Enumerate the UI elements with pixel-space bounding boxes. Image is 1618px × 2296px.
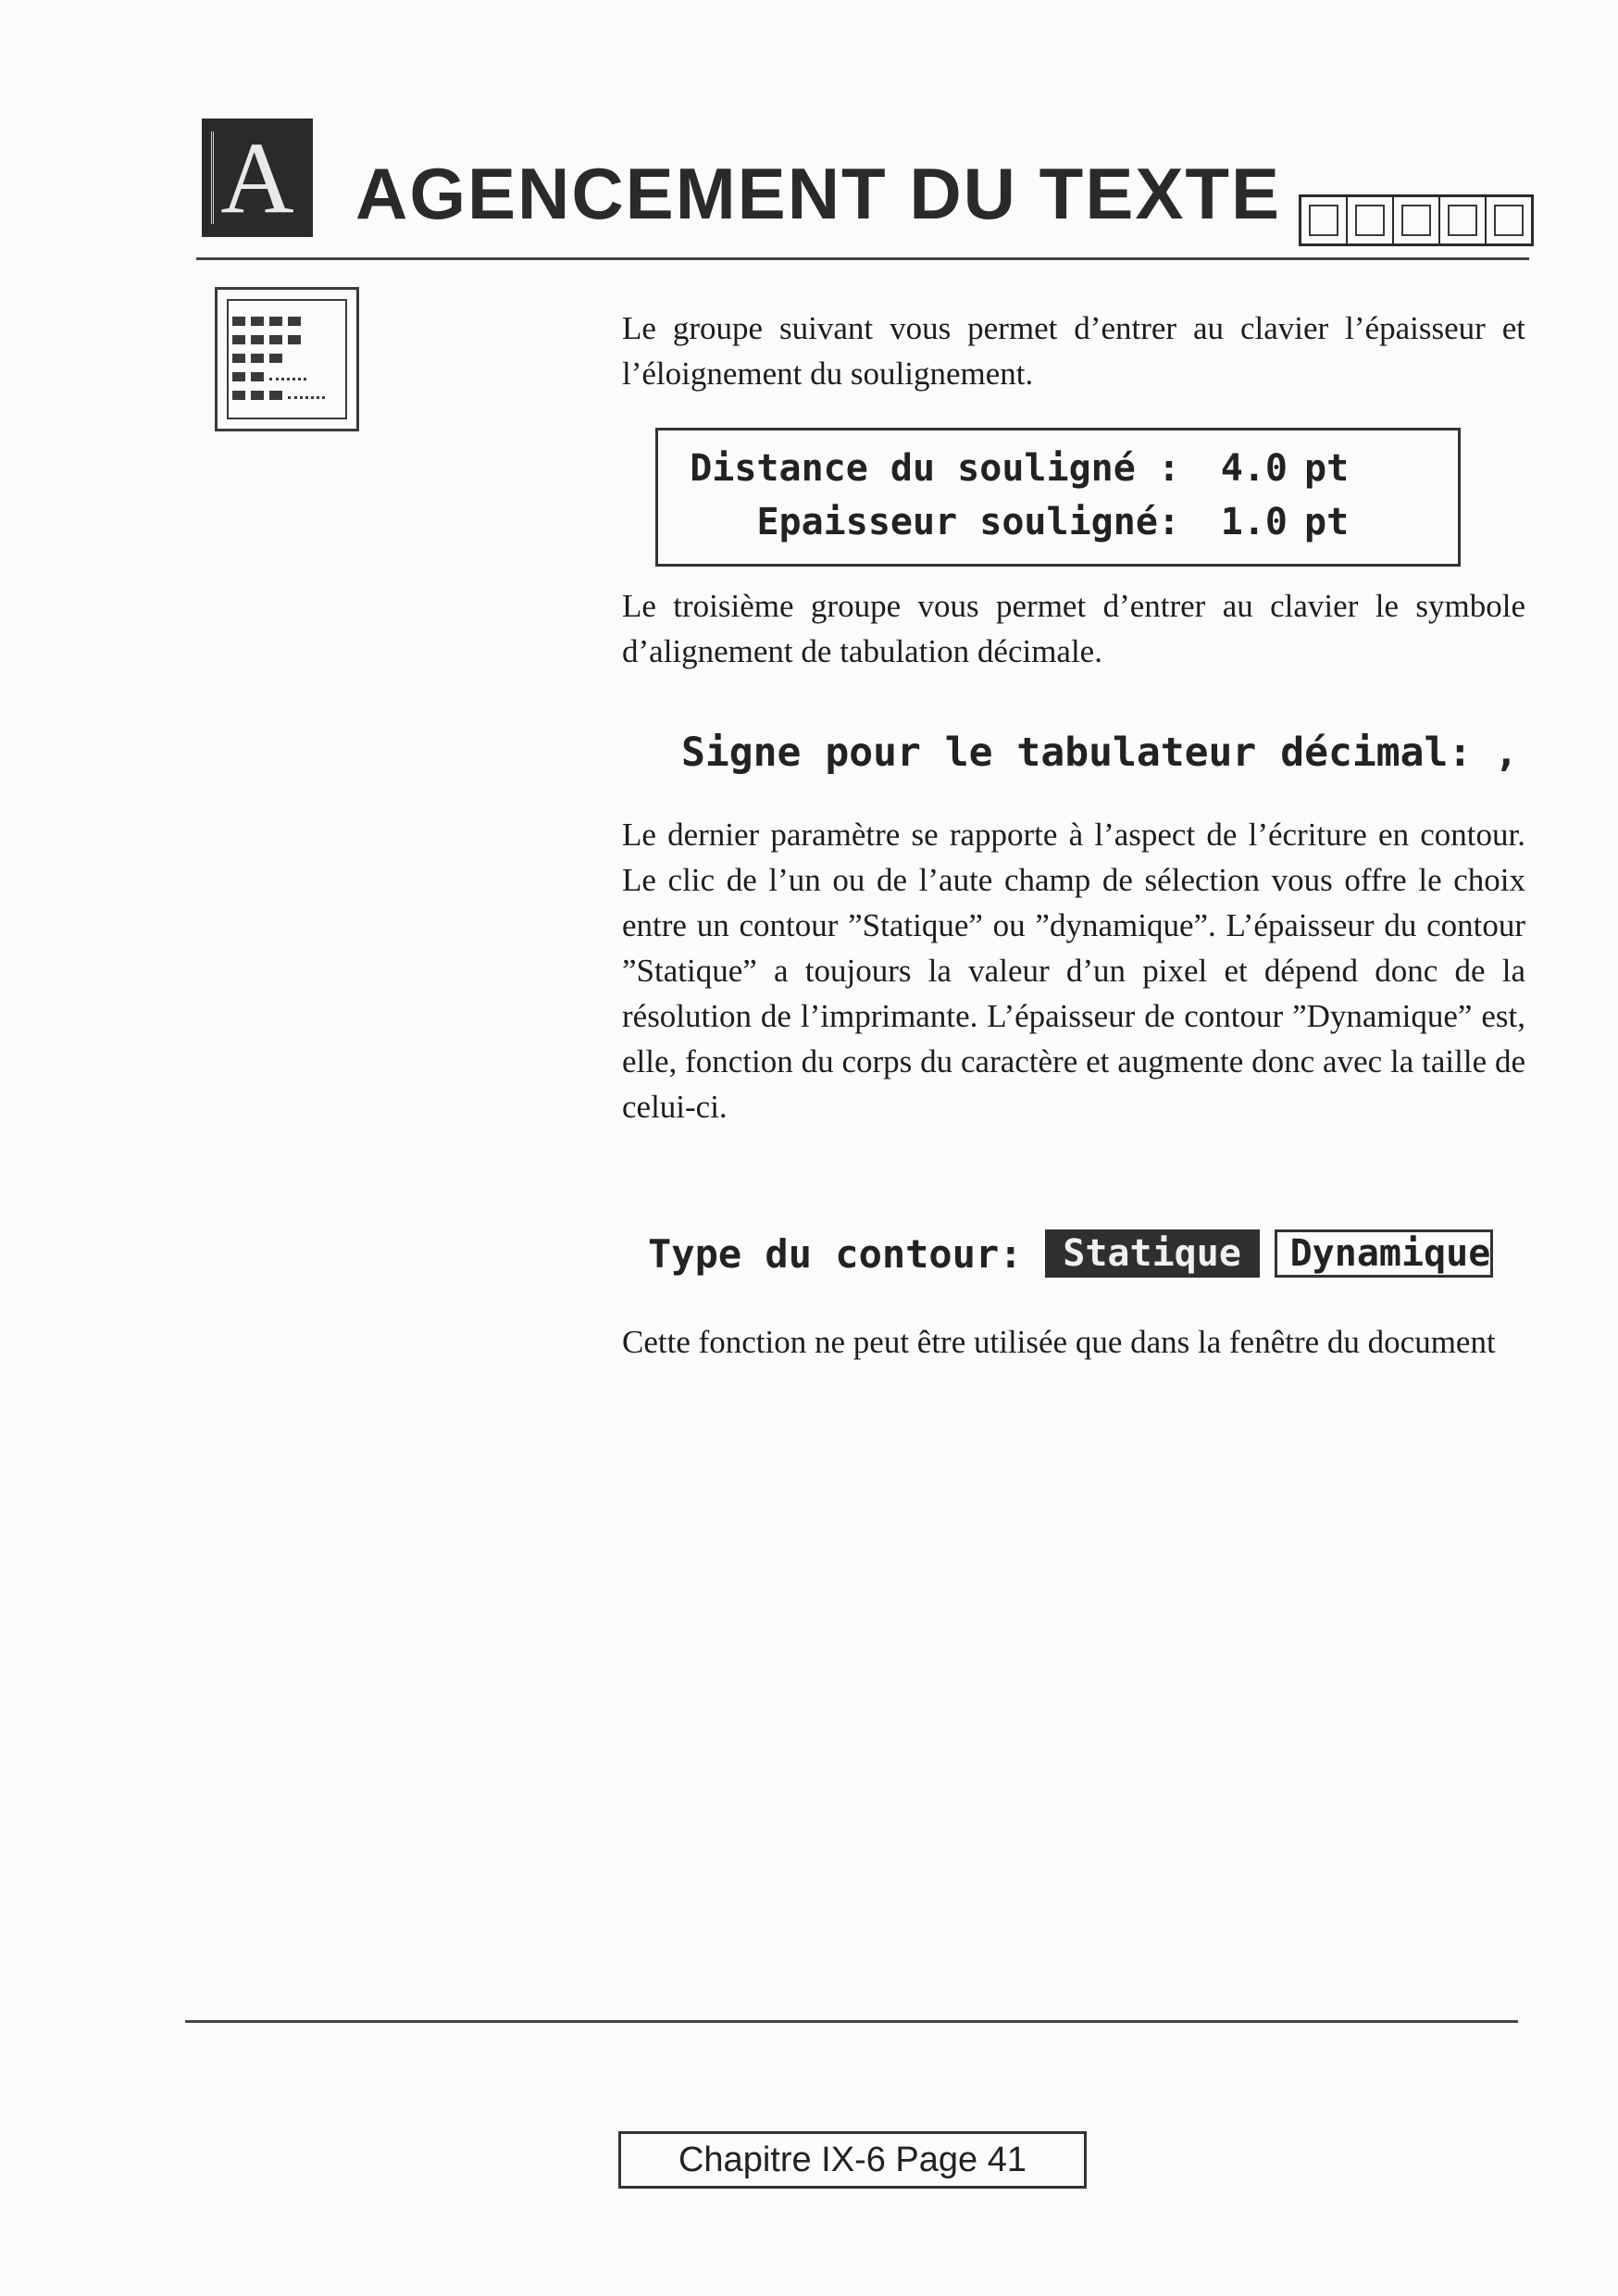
- footer-divider: [185, 2020, 1518, 2023]
- column-icon: [1394, 197, 1440, 243]
- page-title: AGENCEMENT DU TEXTE: [355, 153, 1282, 234]
- underline-settings-box: [655, 428, 1461, 567]
- graphic-icon: [1487, 197, 1531, 243]
- chapter-letter: A: [220, 121, 294, 234]
- contour-type-row: [648, 1228, 1493, 1279]
- tool-icon-row: [232, 388, 325, 397]
- underline-distance-row: [680, 447, 1349, 490]
- underline-thickness-unit: pt: [1304, 501, 1350, 543]
- paragraph-document-window-note: Cette fonction ne peut être utilisée que dans la fenêtre du document: [622, 1324, 1496, 1360]
- chapter-letter-badge: [202, 119, 313, 237]
- tool-icon-row: [232, 332, 306, 342]
- contour-type-label: Type du contour:: [648, 1230, 1023, 1277]
- tool-icon-row: [232, 351, 288, 360]
- underline-distance-unit: pt: [1304, 447, 1350, 490]
- title-icon-strip: [1299, 194, 1534, 246]
- paragraph-underline-intro: Le groupe suivant vous permet d’entrer au clavier l’épaisseur et l’éloignement du soulignement.: [622, 310, 1525, 392]
- badge-bar: [211, 131, 219, 224]
- underline-thickness-row: [680, 501, 1349, 543]
- contour-dynamic-option[interactable]: Dynamique: [1275, 1229, 1493, 1278]
- tool-icon-row: [232, 314, 306, 323]
- letter-spacing-icon: [1348, 197, 1394, 243]
- header-divider: [196, 257, 1529, 260]
- underline-distance-field[interactable]: 4.0: [1220, 447, 1288, 490]
- decimal-tab-label: Signe pour le tabulateur décimal:: [681, 730, 1473, 776]
- contour-static-option[interactable]: Statique: [1045, 1229, 1260, 1278]
- decimal-tab-row: [681, 730, 1518, 776]
- underline-thickness-field[interactable]: 1.0: [1220, 501, 1288, 543]
- text-style-icon: [1301, 197, 1348, 243]
- tool-icon-row: [232, 369, 306, 379]
- underline-thickness-label: Epaisseur souligné:: [756, 501, 1180, 543]
- paragraph-contour-description: Le dernier paramètre se rapporte à l’aspect de l’écriture en contour. Le clic de l’un ou de l’aute champ de sélection vous offre le choix entre un contour ”Statique” ou ”dynamique”. L’épaisseur du contour ”Statique” a toujours la valeur d’un pixel et dépend donc de la résolution de l’imprimante. L’épaisseur de contour ”Dynamique” est, elle, fonction du corps du caractère et augmente donc avec la taille de celui-ci.: [622, 817, 1525, 1125]
- decimal-tab-field[interactable]: ,: [1494, 730, 1519, 776]
- text-layout-tool-icon: [215, 287, 359, 431]
- paragraph-decimal-intro: Le troisième groupe vous permet d’entrer au clavier le symbole d’alignement de tabulation décimale.: [622, 588, 1525, 669]
- underline-distance-label: Distance du souligné :: [690, 447, 1180, 490]
- page-number-box: Chapitre IX-6 Page 41: [618, 2131, 1087, 2189]
- text-layout-icon: [1440, 197, 1487, 243]
